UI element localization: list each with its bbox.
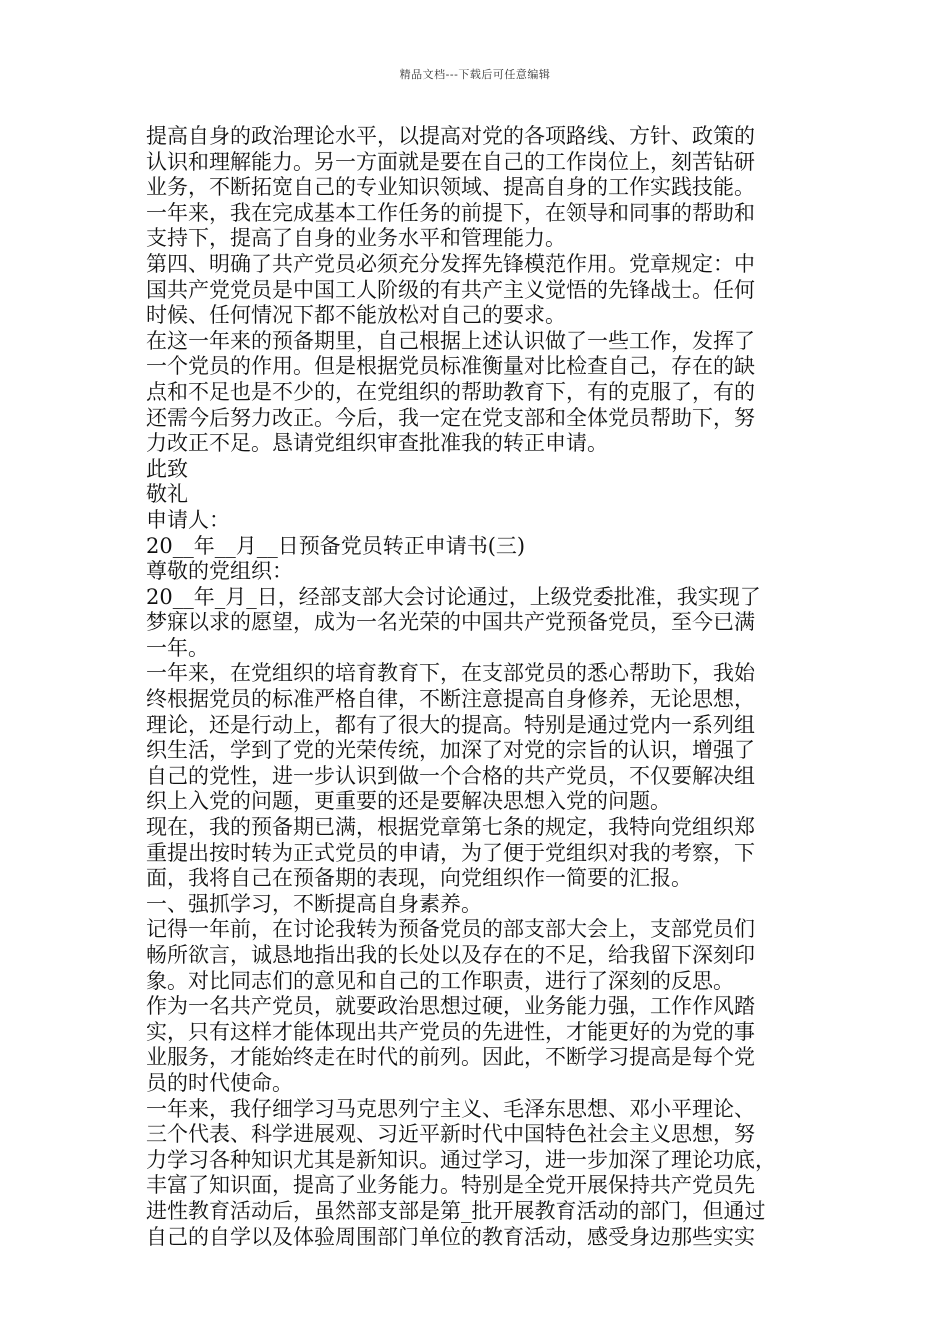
text-line: 进性教育活动后，虽然部支部是第_批开展教育活动的部门，但通过 — [146, 1198, 766, 1223]
text-line: 20__年_月_日，经部支部大会讨论通过，上级党委批准，我实现了 — [146, 584, 761, 609]
text-line: 此致 — [146, 456, 188, 481]
text-line: 面，我将自己在预备期的表现，向党组织作一简要的汇报。 — [146, 866, 692, 891]
text-line: 点和不足也是不少的，在党组织的帮助教育下，有的克服了，有的 — [146, 379, 755, 404]
text-line: 畅所欲言，诚恳地指出我的长处以及存在的不足，给我留下深刻印 — [146, 943, 755, 967]
text-line: 织生活，学到了党的光荣传统，加深了对党的宗旨的认识，增强了 — [146, 738, 755, 763]
text-line: 自己的党性，进一步认识到做一个合格的共产党员，不仅要解决组 — [146, 763, 755, 788]
text-line: 终根据党员的标准严格自律，不断注意提高自身修养，无论思想， — [146, 687, 755, 712]
text-line: 业服务，才能始终走在时代的前列。因此，不断学习提高是每个党 — [146, 1045, 755, 1070]
text-line: 一、强抓学习，不断提高自身素养。 — [146, 891, 482, 916]
text-line: 象。对比同志们的意见和自己的工作职责，进行了深刻的反思。 — [146, 968, 734, 993]
text-line: 力改正不足。恳请党组织审查批准我的转正申请。 — [146, 431, 608, 456]
text-line: 20__年__月__日预备党员转正申请书(三) — [146, 533, 526, 558]
text-line: 尊敬的党组织： — [146, 559, 293, 584]
text-line: 自己的自学以及体验周围部门单位的教育活动，感受身边那些实实 — [146, 1224, 755, 1249]
text-line: 提高自身的政治理论水平，以提高对党的各项路线、方针、政策的 — [146, 124, 755, 148]
text-line: 业务，不断拓宽自己的专业知识领域、提高自身的工作实践技能。 — [146, 175, 755, 200]
text-line: 现在，我的预备期已满，根据党章第七条的规定，我特向党组织郑 — [146, 815, 755, 840]
text-line: 员的时代使命。 — [146, 1070, 293, 1095]
text-line: 一年来，在党组织的培育教育下，在支部党员的悉心帮助下，我始 — [146, 661, 755, 686]
text-line: 支持下，提高了自身的业务水平和管理能力。 — [146, 226, 566, 251]
text-line: 梦寐以求的愿望，成为一名光荣的中国共产党预备党员，至今已满 — [146, 610, 755, 635]
text-line: 时候、任何情况下都不能放松对自己的要求。 — [146, 303, 566, 328]
text-line: 一年来，我仔细学习马克思列宁主义、毛泽东思想、邓小平理论、 — [146, 1096, 755, 1121]
document-body — [146, 124, 806, 1250]
text-line: 丰富了知识面，提高了业务能力。特别是全党开展保持共产党员先 — [146, 1173, 755, 1198]
text-line: 在这一年来的预备期里，自己根据上述认识做了一些工作，发挥了 — [146, 328, 755, 353]
text-line: 力学习各种知识尤其是新知识。通过学习，进一步加深了理论功底， — [146, 1147, 776, 1172]
text-line: 第四、明确了共产党员必须充分发挥先锋模范作用。党章规定：中 — [146, 251, 755, 276]
text-line: 作为一名共产党员，就要政治思想过硬，业务能力强，工作作风踏 — [146, 994, 755, 1019]
text-line: 认识和理解能力。另一方面就是要在自己的工作岗位上，刻苦钻研 — [146, 149, 755, 174]
text-line: 重提出按时转为正式党员的申请，为了便于党组织对我的考察，下 — [146, 840, 755, 865]
text-line: 还需今后努力改正。今后，我一定在党支部和全体党员帮助下，努 — [146, 405, 755, 430]
text-line: 理论，还是行动上，都有了很大的提高。特别是通过党内一系列组 — [146, 712, 755, 737]
text-line: 国共产党党员是中国工人阶级的有共产主义觉悟的先锋战士。任何 — [146, 277, 755, 302]
text-line: 记得一年前，在讨论我转为预备党员的部支部大会上，支部党员们 — [146, 917, 755, 942]
text-line: 敬礼 — [146, 482, 188, 507]
text-line: 申请人： — [146, 507, 230, 532]
page-header: 精品文档---下载后可任意编辑 — [399, 68, 551, 81]
text-line: 织上入党的问题，更重要的还是要解决思想入党的问题。 — [146, 789, 671, 814]
text-line: 一年来，我在完成基本工作任务的前提下，在领导和同事的帮助和 — [146, 200, 755, 225]
text-line: 实，只有这样才能体现出共产党员的先进性，才能更好的为党的事 — [146, 1019, 755, 1044]
text-line: 一个党员的作用。但是根据党员标准衡量对比检查自己，存在的缺 — [146, 354, 755, 379]
text-line: 三个代表、科学进展观、习近平新时代中国特色社会主义思想，努 — [146, 1122, 755, 1147]
text-line: 一年。 — [146, 635, 209, 660]
